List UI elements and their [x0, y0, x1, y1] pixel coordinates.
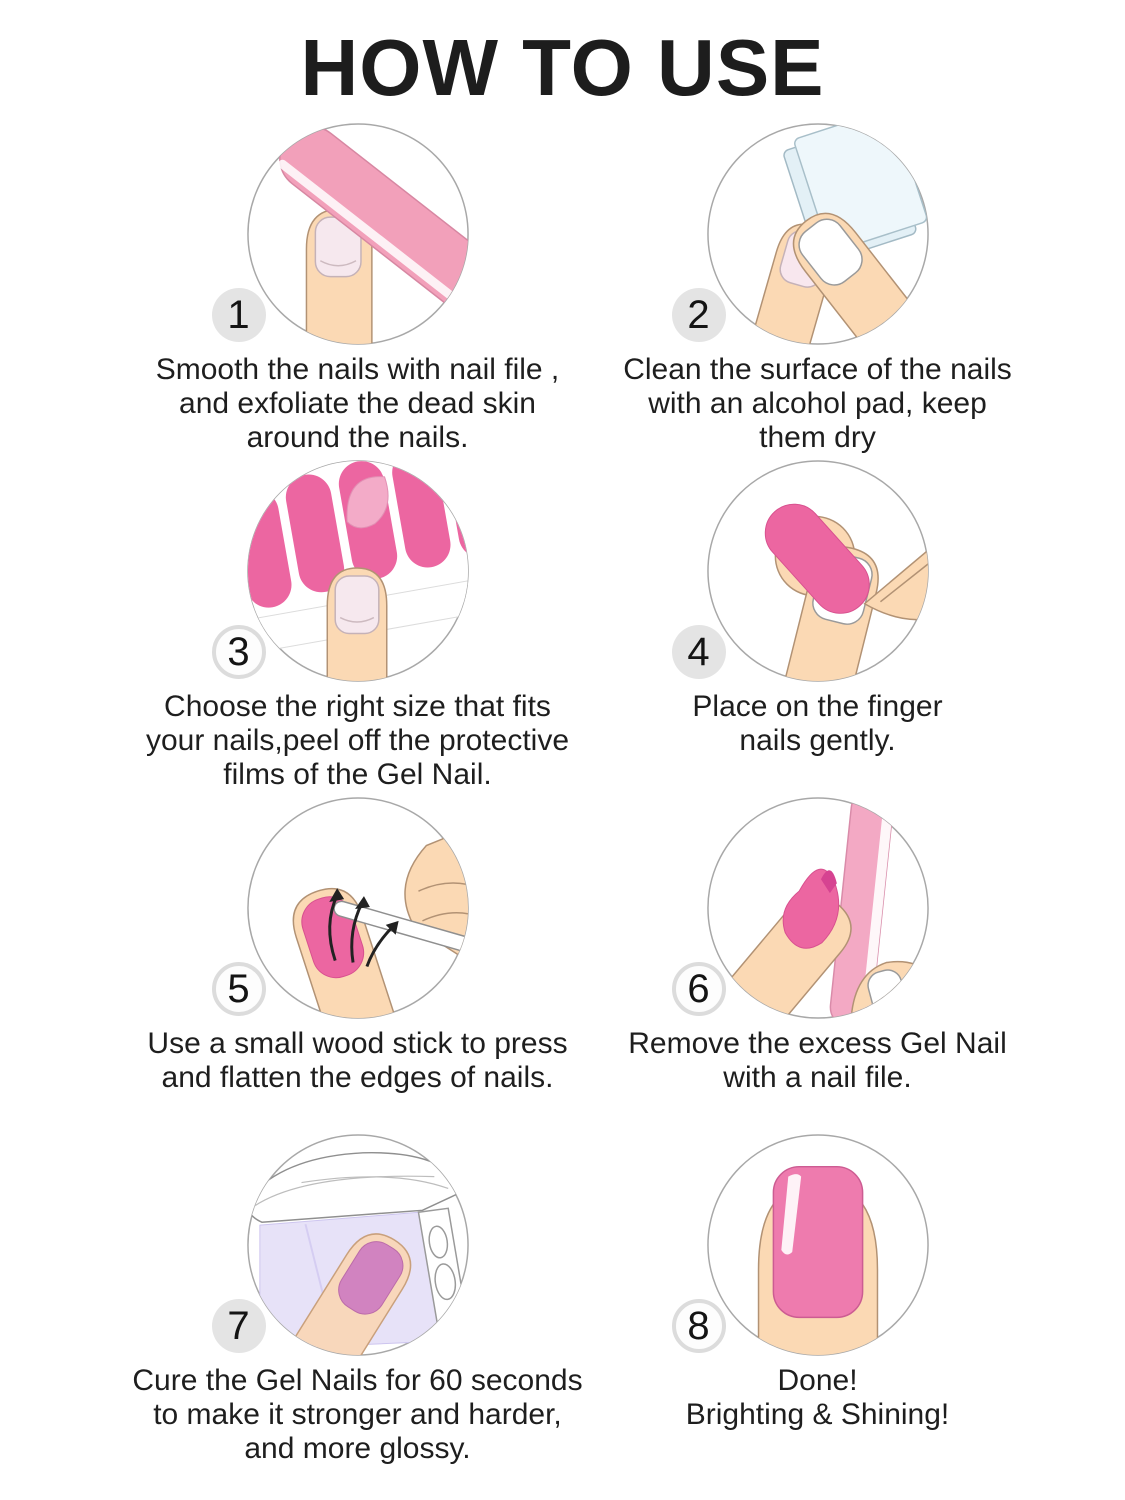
step-number: 4 [687, 629, 710, 674]
step-1-illustration [227, 120, 472, 348]
caption-line: Place on the finger [692, 690, 943, 723]
caption-line: to make it stronger and harder, [153, 1398, 562, 1431]
step-number: 3 [227, 629, 250, 674]
caption-line: your nails,peel off the protective [145, 724, 570, 757]
step-3 [105, 457, 610, 794]
step-6-caption [628, 1027, 1007, 1095]
step-number: 2 [687, 292, 710, 337]
step-2-number-badge [672, 288, 726, 342]
step-8-caption [686, 1364, 950, 1432]
caption-line: Cure the Gel Nails for 60 seconds [132, 1364, 583, 1397]
nail-file-smoothing-icon [244, 120, 472, 348]
caption-line: Brighting & Shining! [685, 1398, 950, 1431]
step-number: 7 [227, 1303, 250, 1348]
step-1 [105, 120, 610, 457]
gel-sticker-sheet-icon [244, 457, 472, 685]
wood-stick-press-icon [244, 794, 472, 1022]
step-7-caption [132, 1364, 582, 1466]
step-1-number-badge [212, 288, 266, 342]
step-1-caption [156, 353, 560, 455]
step-number: 5 [227, 966, 250, 1011]
file-excess-gel-icon [704, 794, 932, 1022]
step-5 [105, 794, 610, 1131]
step-4-illustration [687, 457, 932, 685]
caption-line: and exfoliate the dead skin [179, 387, 536, 420]
uv-lamp-cure-icon [244, 1131, 472, 1359]
step-4-caption [692, 690, 942, 758]
step-3-illustration [227, 457, 472, 685]
step-7-illustration [227, 1131, 472, 1359]
steps-grid [0, 120, 1125, 1468]
caption-line: films of the Gel Nail. [223, 758, 492, 791]
caption-line: them dry [759, 421, 876, 454]
step-8-illustration [687, 1131, 932, 1359]
caption-line: around the nails. [246, 421, 469, 454]
step-number: 6 [687, 966, 710, 1011]
step-2-caption [623, 353, 1012, 455]
caption-line: with a nail file. [723, 1061, 912, 1094]
step-5-illustration [227, 794, 472, 1022]
step-3-caption [146, 690, 569, 792]
finished-shiny-nail-icon [704, 1131, 932, 1359]
step-7-number-badge [212, 1299, 266, 1353]
caption-line: and more glossy. [244, 1432, 471, 1465]
step-7 [105, 1131, 610, 1468]
caption-line: and flatten the edges of nails. [161, 1061, 554, 1094]
step-6-illustration [687, 794, 932, 1022]
step-2-illustration [687, 120, 932, 348]
caption-line: Choose the right size that fits [164, 690, 551, 723]
place-on-nail-icon [704, 457, 932, 685]
step-4-number-badge [672, 625, 726, 679]
caption-line: Done! [777, 1364, 858, 1397]
step-4 [610, 457, 1025, 794]
caption-line: nails gently. [739, 724, 896, 757]
step-8-number-badge [672, 1299, 726, 1353]
step-2 [610, 120, 1025, 457]
caption-line: with an alcohol pad, keep [648, 387, 987, 420]
caption-line: Smooth the nails with nail file , [155, 353, 560, 386]
step-number: 8 [687, 1303, 710, 1348]
step-5-caption [147, 1027, 567, 1095]
caption-line: Clean the surface of the nails [623, 353, 1012, 386]
step-6-number-badge [672, 962, 726, 1016]
alcohol-pad-cleaning-icon [704, 120, 932, 348]
caption-line: Remove the excess Gel Nail [628, 1027, 1007, 1060]
step-number: 1 [227, 292, 250, 337]
step-3-number-badge [212, 625, 266, 679]
step-5-number-badge [212, 962, 266, 1016]
caption-line: Use a small wood stick to press [147, 1027, 568, 1060]
step-8 [610, 1131, 1025, 1468]
page-title: HOW TO USE [300, 23, 825, 112]
step-6 [610, 794, 1025, 1131]
